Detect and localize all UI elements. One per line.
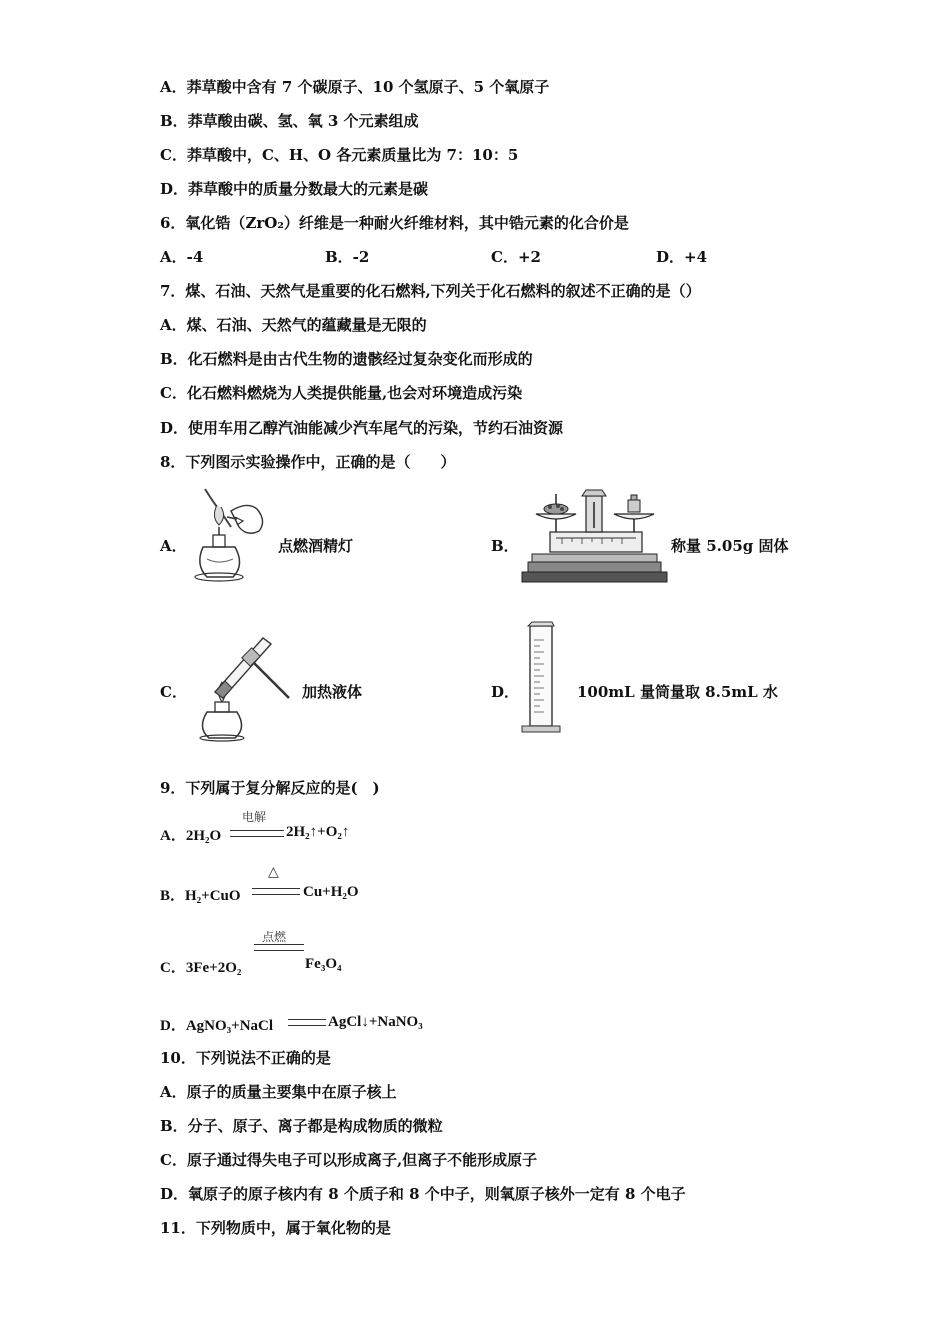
q9-b-equals-sign bbox=[252, 888, 300, 895]
q8-d-caption: 100mL 量筒量取 8.5mL 水 bbox=[577, 683, 778, 701]
q9-c-condition: 点燃 bbox=[262, 930, 287, 944]
q6-option-a: A．-4 bbox=[160, 248, 204, 266]
q8-c-label: C． bbox=[160, 683, 187, 701]
q8-a-caption: 点燃酒精灯 bbox=[278, 537, 354, 555]
q7-stem: 7．煤、石油、天然气是重要的化石燃料,下列关于化石燃料的叙述不正确的是（） bbox=[160, 282, 701, 300]
q10-option-d: D．氧原子的原子核内有 8 个质子和 8 个中子，则氧原子核外一定有 8 个电子 bbox=[160, 1185, 686, 1203]
q11-stem: 11．下列物质中，属于氧化物的是 bbox=[160, 1219, 391, 1237]
q10-option-a: A．原子的质量主要集中在原子核上 bbox=[160, 1083, 397, 1101]
q6-option-d: D．+4 bbox=[656, 248, 708, 266]
q9-d-reactants: D．AgNO₃+NaCl bbox=[160, 1018, 274, 1034]
q10-option-c: C．原子通过得失电子可以形成离子,但离子不能形成原子 bbox=[160, 1151, 538, 1169]
q7-option-c: C．化石燃料燃烧为人类提供能量,也会对环境造成污染 bbox=[160, 384, 523, 402]
q6-option-b: B．-2 bbox=[325, 248, 370, 266]
q8-c-caption: 加热液体 bbox=[302, 683, 363, 701]
q9-c-products: Fe₃O₄ bbox=[305, 956, 342, 972]
q10-option-b: B．分子、原子、离子都是构成物质的微粒 bbox=[160, 1117, 443, 1135]
q9-b-condition: △ bbox=[268, 864, 279, 880]
q10-stem: 10．下列说法不正确的是 bbox=[160, 1049, 331, 1067]
q9-b-products: Cu+H₂O bbox=[303, 884, 359, 900]
q6-stem: 6．氧化锆（ZrO₂）纤维是一种耐火纤维材料，其中锆元素的化合价是 bbox=[160, 214, 629, 232]
graduated-cylinder-illustration bbox=[522, 622, 562, 734]
q9-a-products: 2H₂↑+O₂↑ bbox=[286, 824, 350, 840]
q5-option-c: C．莽草酸中，C、H、O 各元素质量比为 7：10：5 bbox=[160, 146, 519, 164]
alcohol-lamp-lighting-illustration bbox=[185, 487, 275, 587]
test-tube-heating-illustration bbox=[185, 632, 295, 742]
q8-a-label: A． bbox=[160, 537, 187, 555]
q6-option-c: C．+2 bbox=[491, 248, 541, 266]
q7-option-a: A．煤、石油、天然气的蕴藏量是无限的 bbox=[160, 316, 427, 334]
q8-d-label: D． bbox=[491, 683, 520, 701]
q8-b-caption: 称量 5.05g 固体 bbox=[671, 537, 789, 555]
q7-option-d: D．使用车用乙醇汽油能减少汽车尾气的污染，节约石油资源 bbox=[160, 419, 564, 437]
q5-option-b: B．莽草酸由碳、氢、氧 3 个元素组成 bbox=[160, 112, 419, 130]
q9-a-condition: 电解 bbox=[242, 810, 267, 824]
q9-a-reactants: A．2H₂O bbox=[160, 828, 222, 844]
q9-c-equals-sign bbox=[254, 944, 304, 951]
q9-d-products: AgCl↓+NaNO₃ bbox=[328, 1014, 423, 1030]
q8-b-label: B． bbox=[491, 537, 519, 555]
q8-stem: 8．下列图示实验操作中，正确的是（ ） bbox=[160, 453, 456, 471]
q9-stem: 9．下列属于复分解反应的是( ) bbox=[160, 779, 380, 797]
q9-c-reactants: C．3Fe+2O₂ bbox=[160, 960, 242, 976]
q9-a-equals-sign bbox=[230, 830, 284, 837]
balance-scale-illustration bbox=[522, 488, 667, 584]
q9-d-equals-sign bbox=[288, 1019, 326, 1026]
q5-option-a: A．莽草酸中含有 7 个碳原子、10 个氢原子、5 个氧原子 bbox=[160, 78, 550, 96]
q5-option-d: D．莽草酸中的质量分数最大的元素是碳 bbox=[160, 180, 429, 198]
q7-option-b: B．化石燃料是由古代生物的遗骸经过复杂变化而形成的 bbox=[160, 350, 533, 368]
q9-b-reactants: B．H₂+CuO bbox=[160, 888, 241, 904]
